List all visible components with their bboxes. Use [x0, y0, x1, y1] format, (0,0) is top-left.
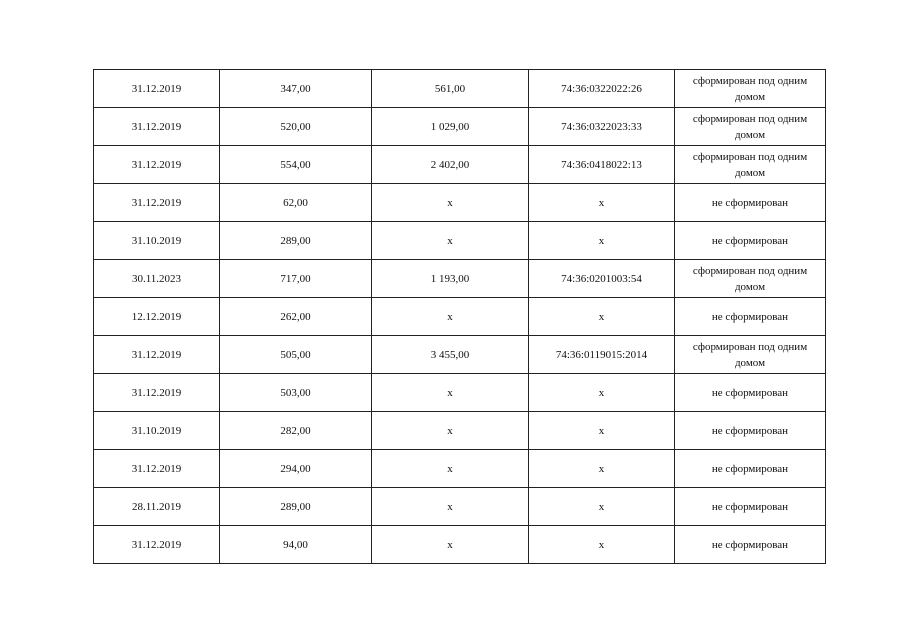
area-cell: 347,00	[220, 70, 372, 108]
cadastral-number-cell: х	[529, 488, 675, 526]
area-cell: 717,00	[220, 260, 372, 298]
cadastral-number-cell: х	[529, 298, 675, 336]
status-cell: сформирован под одним домом	[675, 146, 826, 184]
area-cell: 520,00	[220, 108, 372, 146]
table-row	[94, 70, 826, 108]
table-row	[94, 488, 826, 526]
area-cell: 505,00	[220, 336, 372, 374]
status-cell: сформирован под одним домом	[675, 108, 826, 146]
value-cell: х	[372, 450, 529, 488]
date-cell: 31.12.2019	[94, 526, 220, 564]
table-row	[94, 108, 826, 146]
table-row	[94, 450, 826, 488]
table-row	[94, 146, 826, 184]
status-cell: не сформирован	[675, 450, 826, 488]
cadastral-number-cell: х	[529, 450, 675, 488]
cadastral-number-cell: 74:36:0322022:26	[529, 70, 675, 108]
area-cell: 503,00	[220, 374, 372, 412]
status-cell: не сформирован	[675, 184, 826, 222]
cadastral-number-cell: х	[529, 184, 675, 222]
status-cell: не сформирован	[675, 374, 826, 412]
area-cell: 289,00	[220, 222, 372, 260]
area-cell: 94,00	[220, 526, 372, 564]
value-cell: х	[372, 222, 529, 260]
cadastral-number-cell: х	[529, 526, 675, 564]
area-cell: 262,00	[220, 298, 372, 336]
area-cell: 294,00	[220, 450, 372, 488]
value-cell: 3 455,00	[372, 336, 529, 374]
status-cell: не сформирован	[675, 412, 826, 450]
cadastral-number-cell: 74:36:0418022:13	[529, 146, 675, 184]
value-cell: х	[372, 488, 529, 526]
status-cell: не сформирован	[675, 526, 826, 564]
table-row	[94, 222, 826, 260]
value-cell: 561,00	[372, 70, 529, 108]
value-cell: х	[372, 412, 529, 450]
area-cell: 62,00	[220, 184, 372, 222]
date-cell: 31.12.2019	[94, 146, 220, 184]
value-cell: х	[372, 184, 529, 222]
table-row	[94, 526, 826, 564]
date-cell: 31.12.2019	[94, 184, 220, 222]
date-cell: 31.12.2019	[94, 70, 220, 108]
table-row	[94, 412, 826, 450]
cadastral-number-cell: х	[529, 412, 675, 450]
date-cell: 12.12.2019	[94, 298, 220, 336]
table-row	[94, 374, 826, 412]
cadastral-number-cell: х	[529, 374, 675, 412]
area-cell: 289,00	[220, 488, 372, 526]
date-cell: 31.10.2019	[94, 222, 220, 260]
value-cell: х	[372, 526, 529, 564]
status-cell: не сформирован	[675, 298, 826, 336]
date-cell: 30.11.2023	[94, 260, 220, 298]
cadastral-number-cell: 74:36:0201003:54	[529, 260, 675, 298]
date-cell: 31.12.2019	[94, 336, 220, 374]
status-cell: сформирован под одним домом	[675, 70, 826, 108]
cadastral-number-cell: х	[529, 222, 675, 260]
area-cell: 282,00	[220, 412, 372, 450]
status-cell: сформирован под одним домом	[675, 336, 826, 374]
date-cell: 28.11.2019	[94, 488, 220, 526]
value-cell: 2 402,00	[372, 146, 529, 184]
date-cell: 31.12.2019	[94, 374, 220, 412]
date-cell: 31.12.2019	[94, 108, 220, 146]
area-cell: 554,00	[220, 146, 372, 184]
status-cell: не сформирован	[675, 222, 826, 260]
date-cell: 31.12.2019	[94, 450, 220, 488]
table-row	[94, 260, 826, 298]
table-row	[94, 298, 826, 336]
status-cell: сформирован под одним домом	[675, 260, 826, 298]
value-cell: 1 193,00	[372, 260, 529, 298]
status-cell: не сформирован	[675, 488, 826, 526]
cadastral-number-cell: 74:36:0322023:33	[529, 108, 675, 146]
data-table	[93, 69, 826, 564]
date-cell: 31.10.2019	[94, 412, 220, 450]
table-row	[94, 336, 826, 374]
value-cell: 1 029,00	[372, 108, 529, 146]
table-row	[94, 184, 826, 222]
value-cell: х	[372, 374, 529, 412]
table-body	[94, 70, 826, 564]
value-cell: х	[372, 298, 529, 336]
cadastral-number-cell: 74:36:0119015:2014	[529, 336, 675, 374]
